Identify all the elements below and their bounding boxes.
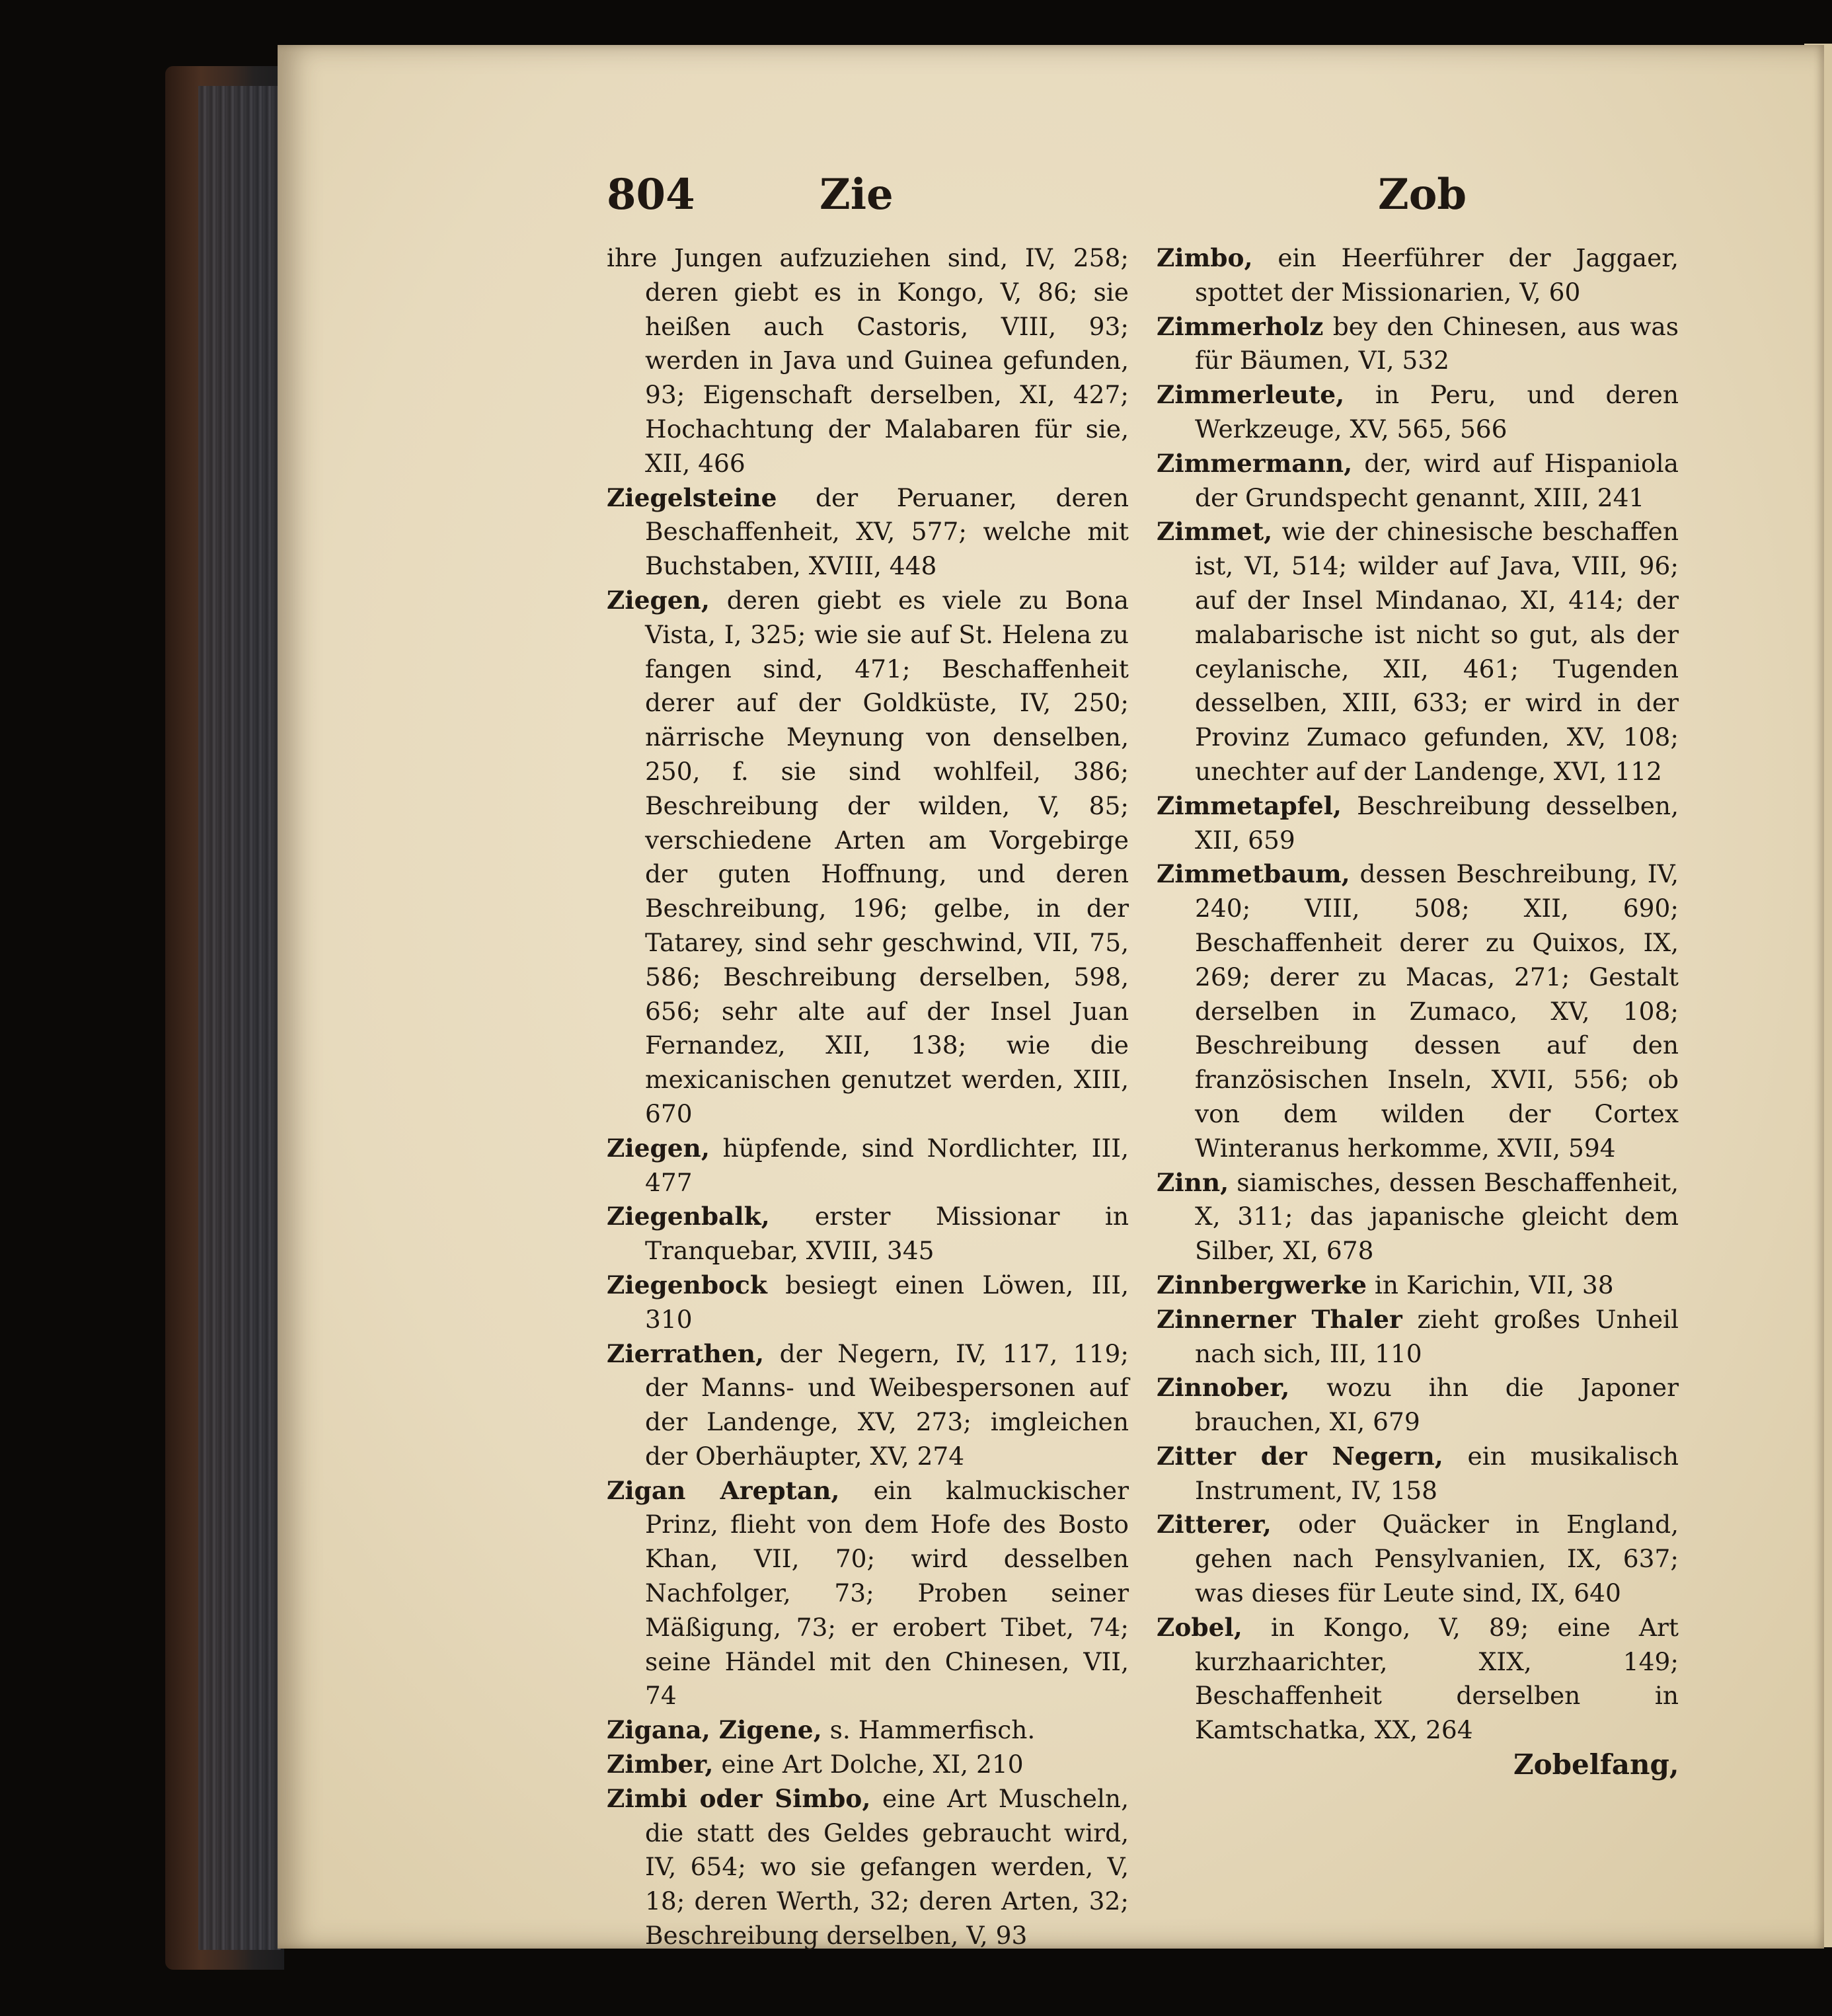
entry-headword: Zimmetapfel, [1157, 791, 1342, 820]
index-entry [1157, 1268, 1679, 1303]
entry-text: dessen Beschreibung, IV, 240; VIII, 508; XII, 690; Beschaffenheit derer zu Quixos, IX, 269; derer zu Macas, 271; Gestalt derselben in Zumaco, XV, 108; Beschreibung dessen auf den französischen Inseln, XVII, 556; ob von dem wilden der Cortex Winteranus herkomme, XVII, 594 [1195, 859, 1679, 1163]
entry-text: eine Art Dolche, XI, 210 [721, 1750, 1024, 1779]
left-column [607, 241, 1129, 1953]
index-entry [1157, 241, 1679, 310]
page-edges [198, 86, 281, 1950]
entry-headword: Zimbi oder Simbo, [607, 1783, 871, 1813]
entry-headword: Zobel, [1157, 1612, 1242, 1642]
index-entry [607, 1268, 1129, 1337]
index-entry [607, 481, 1129, 584]
entry-headword: Zimmet, [1157, 517, 1273, 547]
entry-headword: Zigana, Zigene, [607, 1715, 822, 1745]
entry-text: wozu ihn die Japoner brauchen, XI, 679 [1195, 1373, 1679, 1437]
entry-text: in Peru, und deren Werkzeuge, XV, 565, 566 [1195, 380, 1679, 444]
index-entry [1157, 1508, 1679, 1610]
entry-text: bey den Chinesen, aus was für Bäumen, VI, 532 [1195, 311, 1679, 375]
index-entry [1157, 1303, 1679, 1372]
index-entry [607, 1474, 1129, 1714]
right-column [1157, 241, 1679, 1748]
index-entry [607, 1132, 1129, 1200]
entry-text: Beschreibung desselben, XII, 659 [1195, 791, 1679, 855]
index-entry [607, 584, 1129, 1132]
index-entry [607, 1782, 1129, 1953]
entry-text: zieht großes Unheil nach sich, III, 110 [1195, 1304, 1679, 1368]
right-guideword: Zob [1378, 170, 1467, 219]
entry-headword: Ziegenbalk, [607, 1202, 770, 1231]
entry-text: in Karichin, VII, 38 [1374, 1270, 1614, 1299]
entry-headword: Zinnbergwerke [1157, 1270, 1367, 1299]
left-guideword: Zie [820, 170, 894, 219]
entry-text: s. Hammerfisch. [829, 1715, 1036, 1745]
entry-headword: Zimber, [607, 1750, 714, 1779]
entry-text: erster Missionar in Tranquebar, XVIII, 345 [645, 1202, 1129, 1266]
entry-text: deren giebt es viele zu Bona Vista, I, 325; wie sie auf St. Helena zu fangen sind, 471; Beschaffenheit derer auf der Goldküste, IV, 250; närrische Meynung von denselben, 250, f. sie sind wohlfeil, 386; Beschreibung der wilden, V, 85; verschiedene Arten am Vorgebirge der guten Hoffnung, und deren Beschreibung, 196; gelbe, in der Tatarey, sind sehr geschwind, VII, 75, 586; Beschreibung derselben, 598, 656; sehr alte auf der Insel Juan Fernandez, XII, 138; wie die mexicanischen genutzet werden, XIII, 670 [645, 585, 1129, 1128]
entry-text: ein kalmuckischer Prinz, flieht von dem Hofe des Bosto Khan, VII, 70; wird desselben Nachfolger, 73; Proben seiner Mäßigung, 73; er erobert Tibet, 74; seine Händel mit den Chinesen, VII, 74 [645, 1475, 1129, 1711]
entry-text: eine Art Muscheln, die statt des Geldes gebraucht wird, IV, 654; wo sie gefangen werden, V, 18; deren Werth, 32; deren Arten, 32; Beschreibung derselben, V, 93 [645, 1783, 1129, 1951]
entry-headword: Ziegen, [607, 1133, 710, 1163]
entry-text: ein musikalisch Instrument, IV, 158 [1195, 1441, 1679, 1505]
entry-headword: Zigan Areptan, [607, 1475, 840, 1505]
index-entry [607, 1748, 1129, 1782]
entry-headword: Zimmermann, [1157, 448, 1353, 478]
entry-headword: Zitterer, [1157, 1510, 1272, 1539]
index-entry [1157, 1166, 1679, 1268]
index-entry [1157, 1371, 1679, 1440]
index-entry [1157, 310, 1679, 379]
entry-text: der Peruaner, deren Beschaffenheit, XV, 577; welche mit Buchstaben, XVIII, 448 [645, 483, 1129, 581]
entry-text: der, wird auf Hispaniola der Grundspecht genannt, XIII, 241 [1195, 448, 1679, 512]
index-entry [607, 1200, 1129, 1268]
entry-text: oder Quäcker in England, gehen nach Pensylvanien, IX, 637; was dieses für Leute sind, IX, 640 [1195, 1510, 1679, 1608]
entry-text: besiegt einen Löwen, III, 310 [645, 1270, 1129, 1334]
entry-headword: Ziegelsteine [607, 483, 777, 512]
entry-headword: Ziegen, [607, 585, 710, 615]
entry-text: siamisches, dessen Beschaffenheit, X, 311; das japanische gleicht dem Silber, XI, 678 [1195, 1167, 1679, 1266]
index-entry [1157, 1611, 1679, 1748]
entry-text: hüpfende, sind Nordlichter, III, 477 [645, 1133, 1129, 1197]
index-entry [607, 1713, 1129, 1748]
index-entry [1157, 378, 1679, 447]
entry-text: der Negern, IV, 117, 119; der Manns- und Weibespersonen auf der Landenge, XV, 273; imgleichen der Oberhäupter, XV, 274 [645, 1338, 1129, 1471]
index-entry [1157, 515, 1679, 789]
entry-text: ihre Jungen aufzuziehen sind, IV, 258; deren giebt es in Kongo, V, 86; sie heißen auch Castoris, VIII, 93; werden in Java und Guinea gefunden, 93; Eigenschaft derselben, XI, 427; Hochachtung der Malabaren für sie, XII, 466 [607, 243, 1129, 478]
index-entry [1157, 857, 1679, 1165]
index-entry [607, 241, 1129, 481]
entry-headword: Zinnober, [1157, 1373, 1290, 1403]
page-number: 804 [607, 170, 695, 219]
entry-headword: Zimmetbaum, [1157, 859, 1350, 889]
entry-headword: Zimmerholz [1157, 311, 1324, 341]
catchword: Zobelfang, [1513, 1748, 1679, 1781]
entry-text: ein Heerführer der Jaggaer, spottet der Missionarien, V, 60 [1195, 243, 1679, 307]
entry-headword: Zimmerleute, [1157, 380, 1345, 410]
index-entry [1157, 789, 1679, 858]
entry-headword: Zimbo, [1157, 243, 1253, 272]
entry-headword: Ziegenbock [607, 1270, 767, 1299]
entry-headword: Zierrathen, [607, 1338, 765, 1368]
entry-text: in Kongo, V, 89; eine Art kurzhaarichter, XIX, 149; Beschaffenheit derselben in Kamtschatka, XX, 264 [1195, 1612, 1679, 1745]
index-entry [607, 1337, 1129, 1474]
entry-headword: Zitter der Negern, [1157, 1441, 1443, 1471]
entry-headword: Zinn, [1157, 1167, 1229, 1197]
index-entry [1157, 447, 1679, 516]
index-entry [1157, 1440, 1679, 1508]
entry-headword: Zinnerner Thaler [1157, 1304, 1402, 1334]
entry-text: wie der chinesische beschaffen ist, VI, 514; wilder auf Java, VIII, 96; auf der Insel Mindanao, XI, 414; der malabarische ist nicht so gut, als der ceylanische, XII, 461; Tugenden desselben, XIII, 633; er wird in der Provinz Zumaco gefunden, XV, 108; unechter auf der Landenge, XVI, 112 [1195, 517, 1679, 786]
